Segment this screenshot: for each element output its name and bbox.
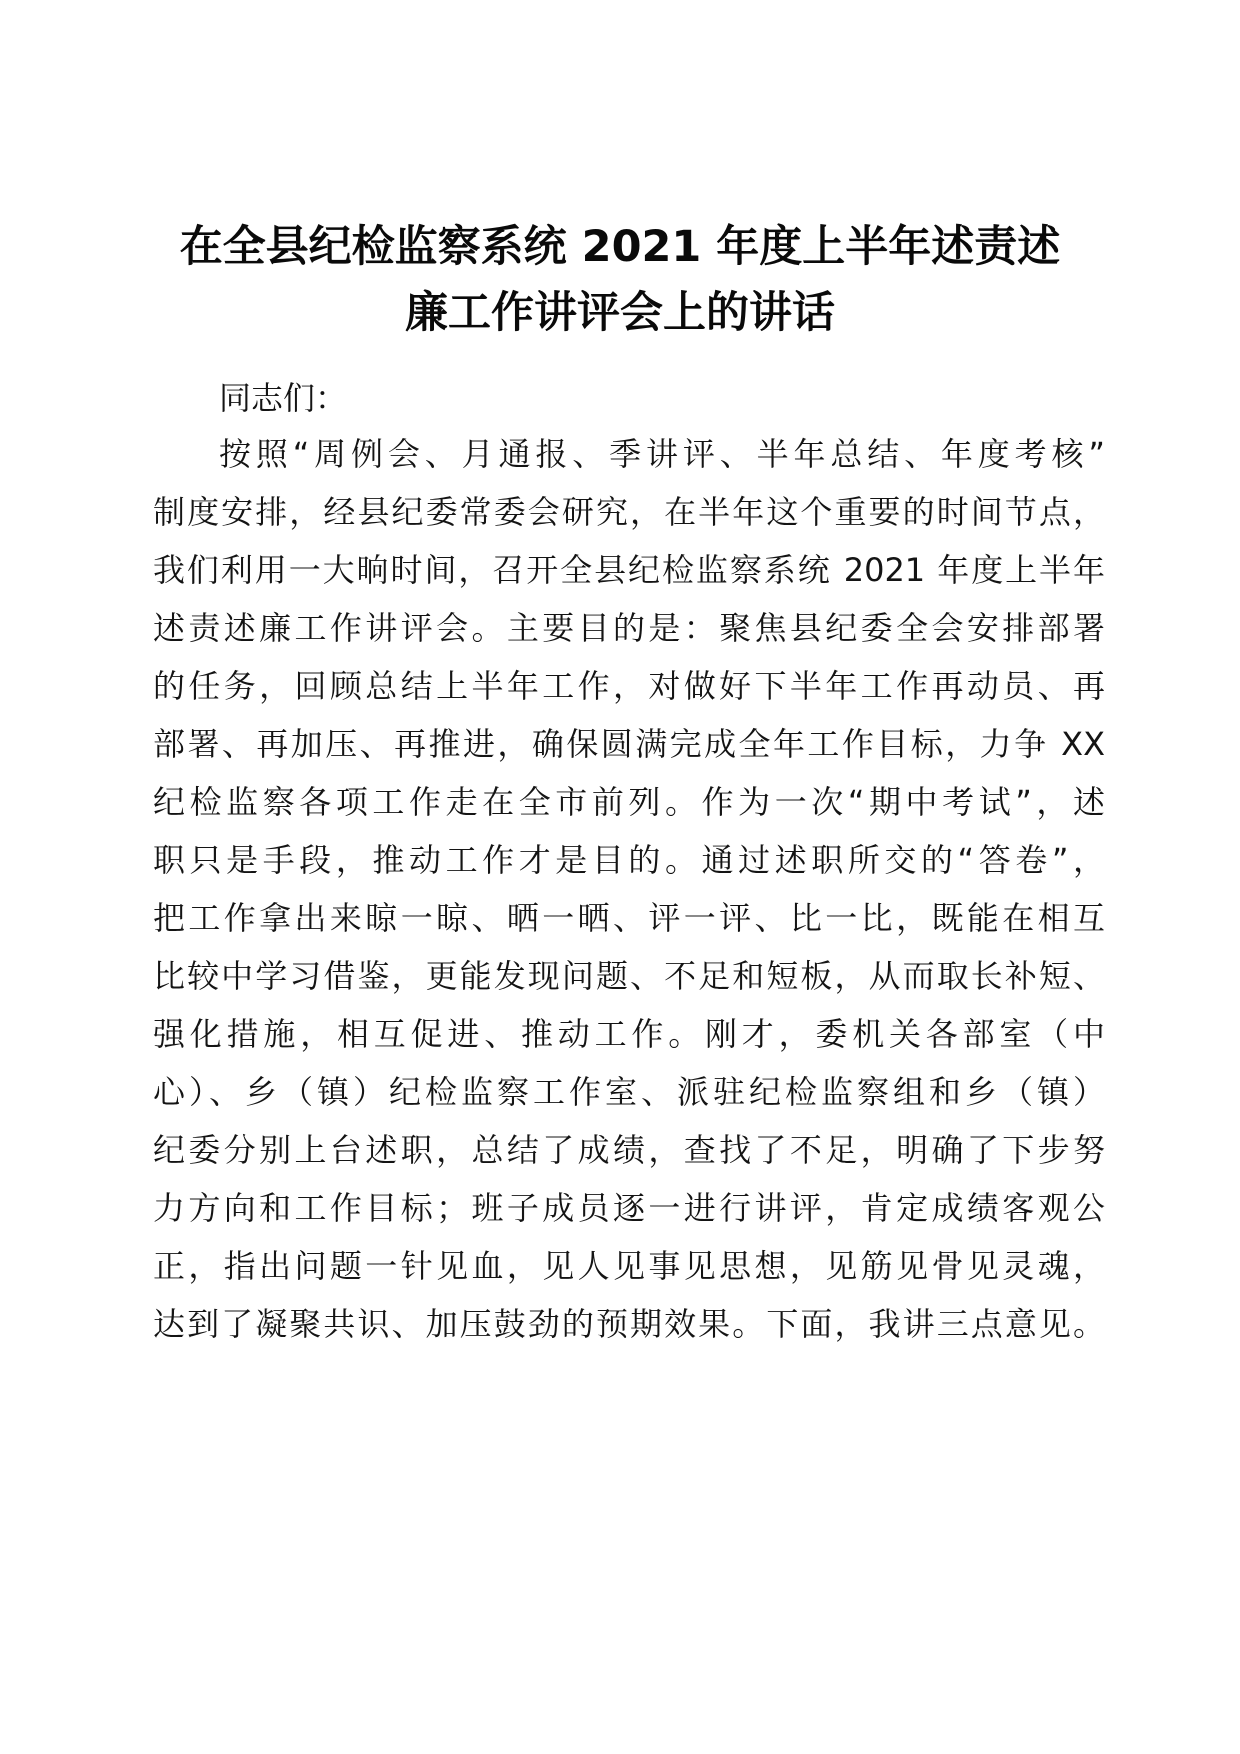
body-line-13: 纪委分别上台述职，总结了成绩，查找了不足，明确了下步努 <box>153 1131 1105 1169</box>
body-line-2: 制度安排，经县纪委常委会研究，在半年这个重要的时间节点， <box>153 493 1105 531</box>
body-line-15: 正，指出问题一针见血，见人见事见思想，见筋见骨见灵魂， <box>153 1247 1105 1285</box>
body-line-16: 达到了凝聚共识、加压鼓劲的预期效果。下面，我讲三点意见。 <box>153 1305 1105 1343</box>
salutation: 同志们： <box>219 379 348 417</box>
body-line-4: 述责述廉工作讲评会。主要目的是：聚焦县纪委全会安排部署 <box>153 609 1105 647</box>
document-title-line-1: 在全县纪检监察系统 2021 年度上半年述责述 <box>179 222 1061 272</box>
document-title-line-2: 廉工作讲评会上的讲话 <box>405 288 835 338</box>
body-line-8: 职只是手段，推动工作才是目的。通过述职所交的“答卷”， <box>153 841 1105 879</box>
body-line-14: 力方向和工作目标；班子成员逐一进行讲评，肯定成绩客观公 <box>153 1189 1105 1227</box>
body-line-1: 按照“周例会、月通报、季讲评、半年总结、年度考核” <box>219 435 1105 473</box>
body-line-10: 比较中学习借鉴，更能发现问题、不足和短板，从而取长补短、 <box>153 957 1105 995</box>
body-line-11: 强化措施，相互促进、推动工作。刚才，委机关各部室（中 <box>153 1015 1105 1053</box>
body-line-5: 的任务，回顾总结上半年工作，对做好下半年工作再动员、再 <box>153 667 1105 705</box>
body-line-6: 部署、再加压、再推进，确保圆满完成全年工作目标，力争 XX <box>153 725 1105 763</box>
body-line-12: 心）、乡（镇）纪检监察工作室、派驻纪检监察组和乡（镇） <box>153 1073 1105 1111</box>
body-line-9: 把工作拿出来晾一晾、晒一晒、评一评、比一比，既能在相互 <box>153 899 1105 937</box>
body-line-7: 纪检监察各项工作走在全市前列。作为一次“期中考试”，述 <box>153 783 1105 821</box>
body-line-3: 我们利用一大晌时间，召开全县纪检监察系统 2021 年度上半年 <box>153 551 1105 589</box>
